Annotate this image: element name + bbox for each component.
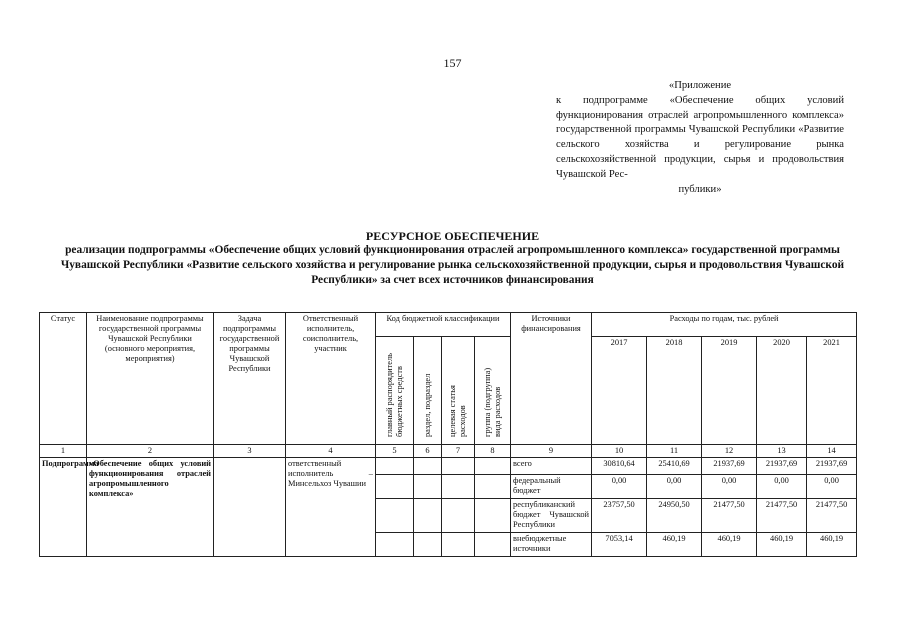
column-number: 3 (214, 445, 286, 458)
header-expenses: Расходы по годам, тыс. рублей (592, 313, 857, 337)
column-number: 12 (702, 445, 757, 458)
header-section (414, 337, 442, 445)
column-number: 14 (807, 445, 857, 458)
value-2020: 21937,69 (757, 458, 807, 475)
source-label: внебюджетные источники (511, 533, 592, 557)
source-label: всего (511, 458, 592, 475)
page-number: 157 (443, 56, 462, 70)
header-target-article-text: целевая статья расходов (448, 385, 467, 437)
program-executor: ответственный исполнитель – Минсельхоз Чувашии (286, 458, 376, 557)
value-2020: 0,00 (757, 475, 807, 499)
header-year-2021: 2021 (807, 337, 857, 445)
budget-manager-cell (376, 533, 414, 557)
column-number: 7 (442, 445, 475, 458)
target-article-cell (442, 499, 475, 533)
header-row-1 (40, 313, 857, 337)
column-number: 11 (647, 445, 702, 458)
header-status: Статус (40, 313, 87, 445)
header-budget-code: Код бюджетной классификации (376, 313, 511, 337)
document-title: РЕСУРСНОЕ ОБЕСПЕЧЕНИЕ (365, 229, 540, 243)
column-number: 6 (414, 445, 442, 458)
value-2017: 23757,50 (592, 499, 647, 533)
value-2017: 30810,64 (592, 458, 647, 475)
header-name: Наименование подпрограммы государственной программы Чувашской Республики (основного мероприятия, мероприятия) (87, 313, 214, 445)
target-article-cell (442, 533, 475, 557)
section-cell (414, 475, 442, 499)
header-task: Задача подпрограммы государственной программы Чувашской Республики (214, 313, 286, 445)
header-budget-manager (376, 337, 414, 445)
appendix-body: к подпрограмме «Обеспечение общих условий функционирования отраслей агропромышленного комплекса» государственной программы Чувашской Республики «Развитие сельского хозяйства и регулирование рынка сельскохозяйственной продукции, сырья и продовольствия Чувашской Рес- (556, 94, 844, 180)
header-expense-group (475, 337, 511, 445)
section-cell (414, 458, 442, 475)
column-number: 1 (40, 445, 87, 458)
column-number: 5 (376, 445, 414, 458)
target-article-cell (442, 475, 475, 499)
value-2018: 24950,50 (647, 499, 702, 533)
value-2021: 0,00 (807, 475, 857, 499)
expense-group-cell (475, 533, 511, 557)
resource-table (39, 312, 857, 557)
section-cell (414, 499, 442, 533)
expense-group-cell (475, 475, 511, 499)
program-task (214, 458, 286, 557)
header-target-article (442, 337, 475, 445)
value-2018: 25410,69 (647, 458, 702, 475)
column-number: 4 (286, 445, 376, 458)
value-2019: 0,00 (702, 475, 757, 499)
budget-manager-cell (376, 475, 414, 499)
column-number: 13 (757, 445, 807, 458)
appendix-note (556, 79, 844, 197)
header-year-2019: 2019 (702, 337, 757, 445)
header-year-2020: 2020 (757, 337, 807, 445)
budget-manager-cell (376, 458, 414, 475)
section-cell (414, 533, 442, 557)
expense-group-cell (475, 499, 511, 533)
value-2021: 21937,69 (807, 458, 857, 475)
value-2017: 0,00 (592, 475, 647, 499)
header-year-2017: 2017 (592, 337, 647, 445)
value-2020: 21477,50 (757, 499, 807, 533)
appendix-last-line: публики» (678, 183, 722, 195)
header-budget-manager-text: главный распорядитель бюджетных средств (384, 353, 404, 437)
value-2019: 21477,50 (702, 499, 757, 533)
value-2018: 0,00 (647, 475, 702, 499)
value-2021: 21477,50 (807, 499, 857, 533)
header-section-text: раздел, подраздел (422, 373, 432, 437)
value-2019: 21937,69 (702, 458, 757, 475)
header-executor: Ответственный исполнитель, соисполнитель, участник (286, 313, 376, 445)
appendix-heading: «Приложение (668, 80, 732, 91)
budget-manager-cell (376, 499, 414, 533)
expense-group-cell (475, 458, 511, 475)
column-number: 10 (592, 445, 647, 458)
column-number: 2 (87, 445, 214, 458)
value-2021: 460,19 (807, 533, 857, 557)
program-status: Подпрограмма (40, 458, 87, 557)
header-sources: Источники финансирования (511, 313, 592, 445)
table-row (40, 458, 857, 475)
value-2018: 460,19 (647, 533, 702, 557)
value-2017: 7053,14 (592, 533, 647, 557)
value-2020: 460,19 (757, 533, 807, 557)
document-subtitle: реализации подпрограммы «Обеспечение общих условий функционирования отраслей агропромышленного комплекса» государственной программы Чувашской Республики «Развитие сельского хозяйства и регулирование рынка сельскохозяйственной продукции, сырья и продовольствия Чувашской Республики» за счет всех источников финансирования (60, 244, 845, 287)
header-year-2018: 2018 (647, 337, 702, 445)
source-label: республиканский бюджет Чувашской Республики (511, 499, 592, 533)
target-article-cell (442, 458, 475, 475)
program-name: «Обеспечение общих условий функционирования отраслей агропромышленного комплекса» (87, 458, 214, 557)
column-number: 8 (475, 445, 511, 458)
column-number: 9 (511, 445, 592, 458)
value-2019: 460,19 (702, 533, 757, 557)
header-expense-group-text: группа (подгруппа) вида расходов (482, 367, 502, 437)
column-number-row (40, 445, 857, 458)
source-label: федеральный бюджет (511, 475, 592, 499)
